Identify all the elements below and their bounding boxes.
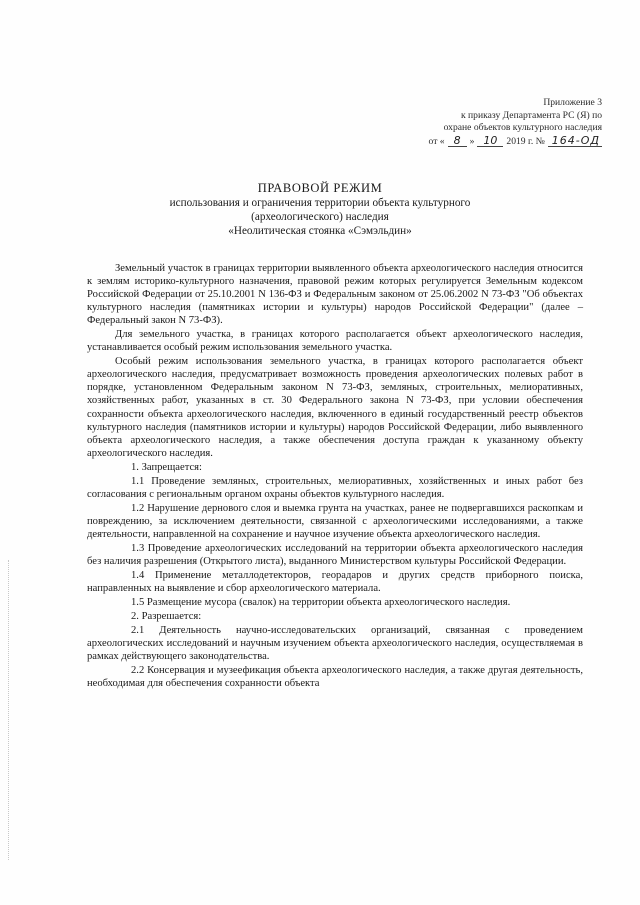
item-1-2: 1.2 Нарушение дернового слоя и выемка грунта на участках, ранее не подвергавшихся раскопкам и повреждению, за исключением деятельности, связанной с археологическими исследованиями, а также деятельности, направленной на сохранение и научное изучение объекта археологического наследия.	[87, 502, 583, 540]
date-prefix: от «	[428, 135, 445, 147]
heading-line-2: использования и ограничения территории объекта культурного	[169, 197, 471, 209]
item-1-5: 1.5 Размещение мусора (свалок) на территории объекта археологического наследия.	[131, 597, 511, 609]
paragraph-special-regime: Для земельного участка, в границах которого располагается объект археологического наследия, устанавливается особый режим использования земельного участка.	[87, 329, 583, 354]
handwritten-day: 8	[448, 135, 467, 147]
appendix-department: охране объектов культурного наследия	[443, 122, 602, 133]
document-title: ПРАВОВОЙ РЕЖИМ	[257, 181, 383, 195]
document-body	[87, 262, 583, 692]
section-prohibited: 1. Запрещается:	[131, 461, 202, 473]
item-1-1: 1.1 Проведение земляных, строительных, мелиоративных, хозяйственных и иных работ без согласования с региональным органом охраны объектов культурного наследия.	[87, 475, 583, 500]
appendix-label: Приложение 3	[543, 97, 602, 108]
item-1-4: 1.4 Применение металлодетекторов, георадаров и других средств приборного поиска, направленных на выявление и сбор археологического материала.	[87, 570, 583, 595]
appendix-header	[372, 97, 602, 148]
item-2-1: 2.1 Деятельность научно-исследовательских организаций, связанная с проведением археологических исследований и научным изучением объекта археологического наследия, осуществляемая в рамках действующего законодательства.	[87, 625, 583, 663]
appendix-date-line	[372, 135, 602, 149]
heading-line-4: «Неолитическая стоянка «Сэмэльдин»	[228, 225, 412, 237]
item-1-3: 1.3 Проведение археологических исследований на территории объекта археологического наследия без наличия разрешения (Открытого листа), выданного Министерством культуры Российской Федерации.	[87, 542, 583, 568]
document-heading	[100, 180, 540, 238]
handwritten-month: 10	[477, 135, 503, 147]
date-year: 2019 г. №	[506, 135, 545, 147]
date-separator: »	[469, 135, 475, 147]
paragraph-regime-details: Особый режим использования земельного участка, в границах которого располагается объект археологического наследия, предусматривает возможность проведения археологических полевых работ в порядке, установленном Федеральным законом N 73-ФЗ, земляных, строительных, мелиоративных, хозяйственных работ, указанных в ст. 30 Федерального закона N 73-ФЗ, при условии обеспечения сохранности объекта археологического наследия, включенного в единый государственный реестр объектов культурного наследия (памятников истории и культуры) народов Российской Федерации, либо выявленного объекта археологического наследия, а также обеспечения доступа граждан к указанному объекту археологического наследия.	[87, 356, 583, 459]
scan-margin-artifact	[8, 560, 11, 860]
heading-line-3: (археологического) наследия	[251, 211, 389, 223]
item-2-2: 2.2 Консервация и музеефикация объекта археологического наследия, а также другая деятельность, необходимая для обеспечения сохранности объекта	[87, 665, 583, 690]
appendix-order-ref: к приказу Департамента РС (Я) по	[460, 109, 602, 121]
handwritten-order-number: 164-ОД	[548, 135, 602, 147]
paragraph-land-plot: Земельный участок в границах территории выявленного объекта археологического наследия относится к землям историко-культурного назначения, правовой режим которых регулируется Земельным кодексом Российской Федерации от 25.10.2001 N 136-ФЗ и Федеральным законом от 25.06.2002 N 73-ФЗ "Об объектах культурного наследия (памятниках истории и культуры) народов Российской Федерации" (далее – Федеральный закон N 73-ФЗ).	[87, 263, 583, 327]
section-permitted: 2. Разрешается:	[131, 611, 202, 623]
